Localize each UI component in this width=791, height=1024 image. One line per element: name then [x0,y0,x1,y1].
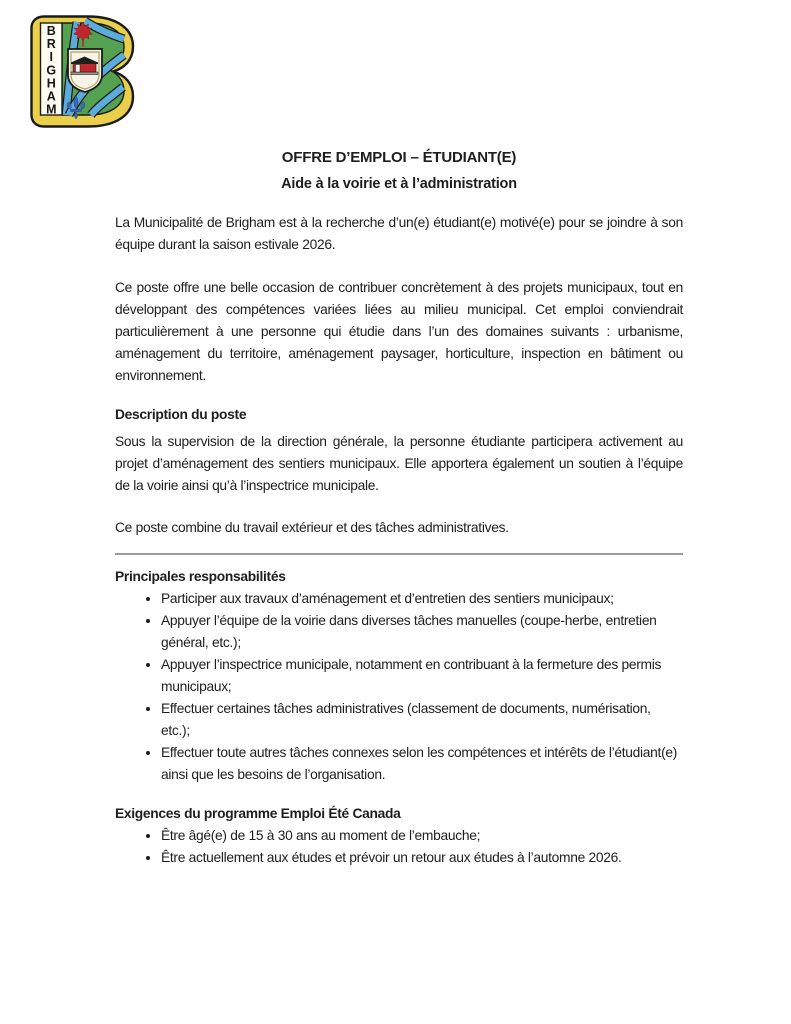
list-item: • Participer aux travaux d’aménagement et d’entretien des sentiers municipaux; [161,588,683,610]
list-item: • Être âgé(e) de 15 à 30 ans au moment de l’embauche; [161,825,683,847]
section-heading-description: Description du poste [115,407,247,422]
svg-text:G: G [46,63,57,78]
section-heading-requirements: Exigences du programme Emploi Été Canada [115,806,401,821]
covered-bridge-crest-icon [68,49,102,92]
brigham-municipal-logo [27,13,138,130]
list-item: • Appuyer l’inspectrice municipale, notamment en contribuant à la fermeture des permis municipaux; [161,654,683,698]
document-title: OFFRE D’EMPLOI – ÉTUDIANT(E) [281,149,517,166]
svg-text:I: I [49,50,54,65]
responsibilities-list [115,588,683,786]
list-item: • Effectuer toute autres tâches connexes selon les compétences et intérêts de l’étudiant(e) ainsi que les besoins de l’organisation. [161,742,683,786]
intro-paragraph-2: Ce poste offre une belle occasion de contribuer concrètement à des projets municipaux, tout en développant des compétences variées liées au milieu municipal. Cet emploi conviendrait particulièrement à une personne qui étudie dans l’un des domaines suivants : urbanisme, aménagement du territoire, aménagement paysager, horticulture, inspection en bâtiment ou environnement. [115,280,683,383]
list-item: • Être actuellement aux études et prévoir un retour aux études à l’automne 2026. [161,847,683,869]
svg-text:B: B [46,24,56,38]
list-item: • Effectuer certaines tâches administratives (classement de documents, numérisation, etc.); [161,698,683,742]
list-item: • Appuyer l’équipe de la voirie dans diverses tâches manuelles (coupe-herbe, entretien général, etc.); [161,610,683,654]
description-note: Ce poste combine du travail extérieur et des tâches administratives. [115,520,509,535]
intro-paragraph-1: La Municipalité de Brigham est à la recherche d’un(e) étudiant(e) motivé(e) pour se joindre à son équipe durant la saison estivale 2026. [115,215,683,252]
document-content [115,145,683,869]
logo-b-crest [27,13,138,130]
section-divider [115,553,683,555]
description-paragraph: Sous la supervision de la direction générale, la personne étudiante participera activement au projet d’aménagement des sentiers municipaux. Elle apportera également un soutien à l’équipe de la voirie ainsi qu’à l’inspectrice municipale. [115,434,683,493]
svg-text:M: M [46,102,57,117]
svg-text:R: R [46,37,56,52]
svg-text:A: A [46,89,56,104]
document-subtitle: Aide à la voirie et à l’administration [281,176,517,192]
svg-text:H: H [46,76,56,91]
section-heading-responsibilities: Principales responsabilités [115,569,286,584]
logo-wordmark [46,24,56,117]
requirements-list [115,825,683,869]
